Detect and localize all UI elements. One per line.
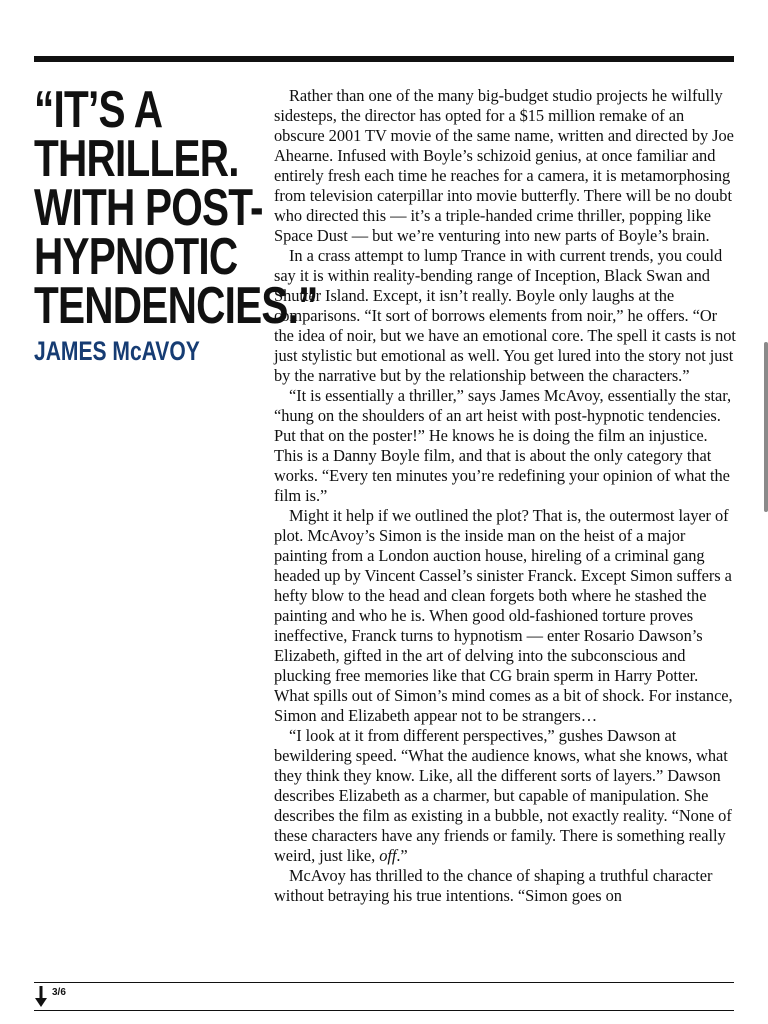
article-paragraph: Rather than one of the many big-budget studio projects he wilfully sidesteps, the director has opted for a $15 million remake of an obscure 2001 TV movie of the same name, written and directed by Joe Ahearne. Infused with Boyle’s schizoid genius, at once familiar and entirely fresh each time he reaches for a camera, it is metamorphosing from television caterpillar into movie butterfly. There will be no doubt who directed this — it’s a triple-handed crime thriller, popping like Space Dust — but we’re venturing into new parts of Boyle’s brain. (274, 86, 734, 245)
pull-quote-attribution: JAMES McAVOY (34, 336, 200, 366)
article-paragraph: Might it help if we outlined the plot? That is, the outermost layer of plot. McAvoy’s Simon is the inside man on the heist of a major painting from a London auction house, hireling of a criminal gang headed up by Vincent Cassel’s sinister Franck. Except Simon suffers a hefty blow to the head and clean forgets both where he stashed the painting and who he is. When good old-fashioned torture proves ineffective, Franck turns to hypnotism — enter Rosario Dawson’s Elizabeth, gifted in the art of delving into the subconscious and plucking free memories like that CG brain sperm in Harry Potter. What spills out of Simon’s mind comes as a bit of shock. For instance, Simon and Elizabeth appear not to be strangers… (274, 506, 733, 725)
pull-quote (34, 81, 318, 366)
article-paragraph: McAvoy has thrilled to the chance of shaping a truthful character without betraying his true intentions. “Simon goes on (274, 866, 713, 905)
paragraph-text: “I look at it from different perspectives,” gushes Dawson at bewildering speed. “What the audience knows, what she knows, what they think they know. Like, all the different sorts of layers.” Dawson describes Elizabeth as a charmer, but capable of manipulation. She describes the film as existing in a bubble, not exactly reality. “None of these characters have any friends or family. There is something really weird, just like, (274, 726, 732, 865)
bottom-rule (34, 982, 734, 983)
page-footer (34, 986, 66, 1008)
article-paragraph (274, 726, 736, 866)
pull-quote-line: TENDENCIES.” (34, 277, 318, 335)
pull-quote-text (34, 81, 318, 335)
pull-quote-line: WITH POST- (34, 179, 263, 237)
pull-quote-line: THRILLER. (34, 130, 239, 188)
pull-quote-line: “IT’S A (34, 81, 163, 139)
top-rule (34, 56, 734, 62)
scroll-indicator[interactable] (764, 342, 768, 512)
paragraph-text-end: .” (396, 846, 408, 865)
footer-rule (34, 1010, 734, 1011)
page-count: 3/6 (52, 987, 66, 998)
emphasis-text: off (379, 846, 397, 865)
article-paragraph: “It is essentially a thriller,” says James McAvoy, essentially the star, “hung on the shoulders of an art heist with post-hypnotic tendencies. Put that on the poster!” He knows he is doing the film an injustice. This is a Danny Boyle film, and that is about the only category that works. “Every ten minutes you’re redefining your opinion of what the film is.” (274, 386, 732, 505)
pull-quote-line: HYPNOTIC (34, 228, 238, 286)
article-body (274, 86, 736, 906)
down-arrow-icon[interactable] (34, 986, 48, 1008)
article-paragraph: In a crass attempt to lump Trance in with current trends, you could say it is within reality-bending range of Inception, Black Swan and Shutter Island. Except, it isn’t really. Boyle only laughs at the comparisons. “It sort of borrows elements from noir,” he offers. “Or the idea of noir, but we have an emotional core. The spell it casts is not just stylistic but emotional as well. You get lured into the story not just by the narrative but by the relationship between the characters.” (274, 246, 736, 385)
